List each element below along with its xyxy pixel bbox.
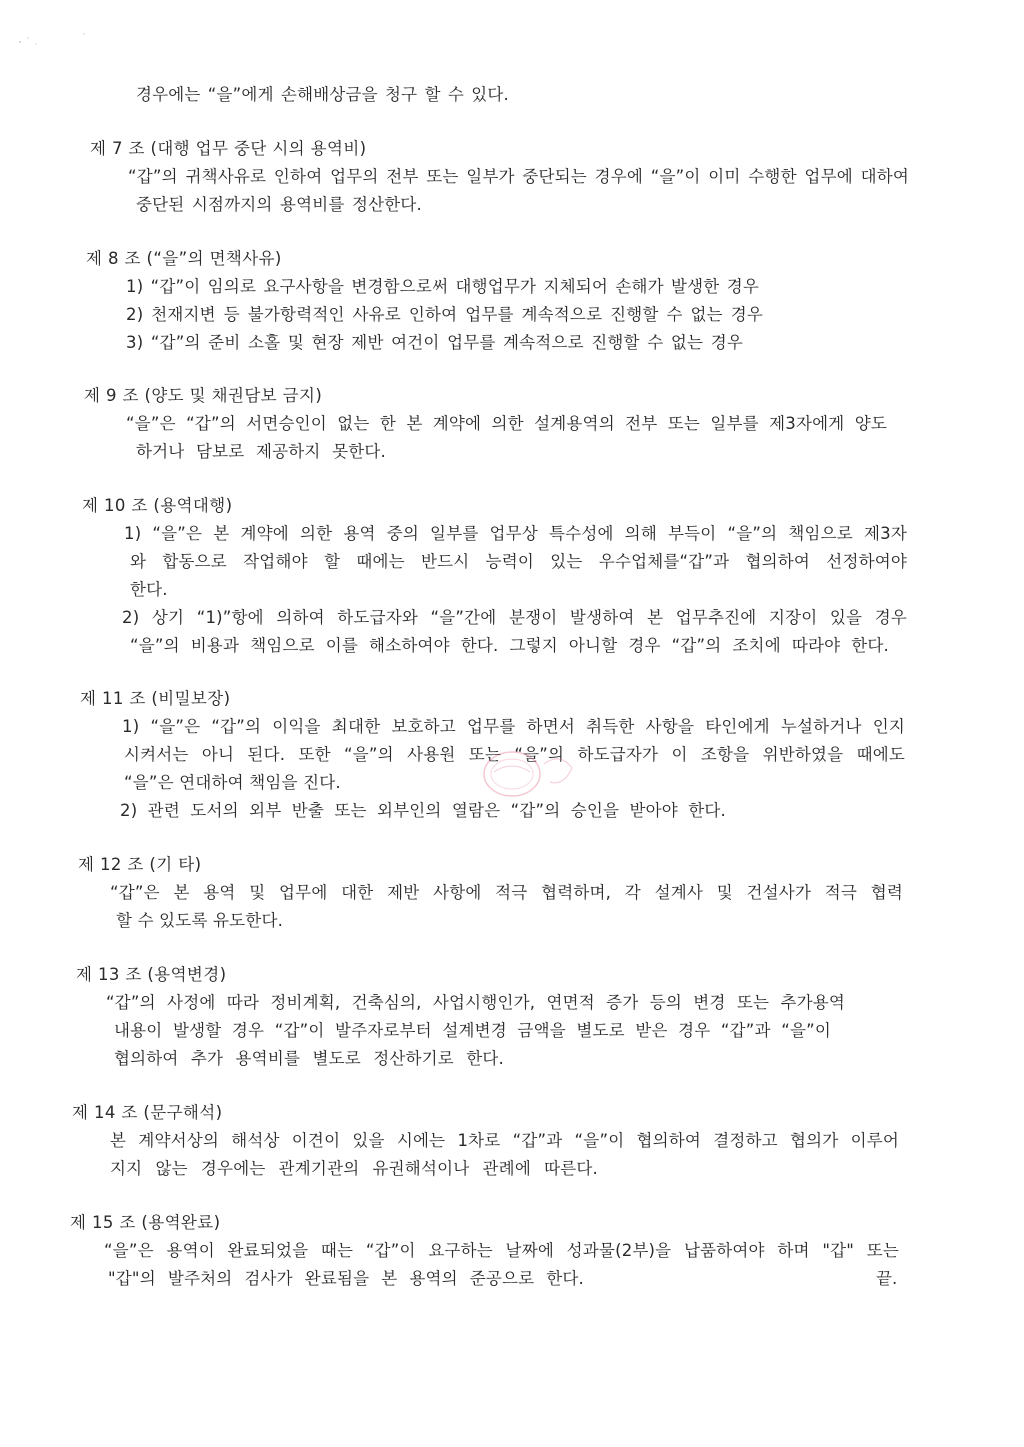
article-15-body-line-2: "갑"의 발주처의 검사가 완료됨을 본 용역의 준공으로 한다. bbox=[108, 1269, 584, 1288]
article-12-body-line-1: “갑”은 본 용역 및 업무에 대한 제반 사항에 적극 협력하며, 각 설계사 및 건설사가 적극 협력 bbox=[110, 883, 903, 902]
end-mark: 끝. bbox=[876, 1269, 898, 1288]
article-13-body-line-2: 내용이 발생할 경우 “갑”이 발주자로부터 설계변경 금액을 별도로 받은 경우 “갑”과 “을”이 bbox=[114, 1021, 831, 1040]
article-10-item-1-line-1: 1) “을”은 본 계약에 의한 용역 중의 일부를 업무상 특수성에 의해 부득이 “을”의 책임으로 제3자 bbox=[124, 524, 907, 543]
article-12-body-line-2: 할 수 있도록 유도한다. bbox=[116, 911, 284, 930]
article-8-item-1: 1) “갑”이 임의로 요구사항을 변경함으로써 대행업무가 지체되어 손해가 발생한 경우 bbox=[126, 277, 759, 296]
article-13-heading: 제 13 조 (용역변경) bbox=[76, 965, 227, 984]
article-11-item-1-line-2: 시켜서는 아니 된다. 또한 “을”의 사용원 또는 “을”의 하도급자가 이 조항을 위반하였을 때에도 bbox=[124, 745, 905, 764]
continuation-line: 경우에는 “을”에게 손해배상금을 청구 할 수 있다. bbox=[136, 85, 509, 104]
article-9-heading: 제 9 조 (양도 및 채권담보 금지) bbox=[84, 386, 323, 405]
article-11-item-1-line-3: “을”은 연대하여 책임을 진다. bbox=[124, 773, 341, 792]
article-9-body-line-2: 하거나 담보로 제공하지 못한다. bbox=[136, 442, 386, 461]
article-15-body-line-1: “을”은 용역이 완료되었을 때는 “갑”이 요구하는 날짜에 성과물(2부)을 납품하여야 하며 "갑" 또는 bbox=[104, 1241, 899, 1260]
article-15-heading: 제 15 조 (용역완료) bbox=[70, 1213, 221, 1232]
article-14-body-line-1: 본 계약서상의 해석상 이견이 있을 시에는 1차로 “갑”과 “을”이 협의하여 결정하고 협의가 이루어 bbox=[110, 1131, 899, 1150]
article-10-item-1-line-3: 한다. bbox=[130, 580, 168, 599]
article-7-body-line-2: 중단된 시점까지의 용역비를 정산한다. bbox=[136, 195, 422, 214]
article-8-item-3: 3) “갑”의 준비 소홀 및 현장 제반 여건이 업무를 계속적으로 진행할 수 없는 경우 bbox=[126, 333, 743, 352]
article-13-body-line-1: “갑”의 사정에 따라 정비계획, 건축심의, 사업시행인가, 연면적 증가 등의 변경 또는 추가용역 bbox=[106, 993, 845, 1012]
article-8-item-2: 2) 천재지변 등 불가항력적인 사유로 인하여 업무를 계속적으로 진행할 수 없는 경우 bbox=[126, 305, 763, 324]
article-10-item-2-line-1: 2) 상기 “1)”항에 의하여 하도급자와 “을”간에 분쟁이 발생하여 본 업무추진에 지장이 있을 경우 bbox=[122, 608, 907, 627]
article-7-body-line-1: “갑”의 귀책사유로 인하여 업무의 전부 또는 일부가 중단되는 경우에 “을”이 이미 수행한 업무에 대하여 bbox=[128, 167, 909, 186]
article-14-body-line-2: 지지 않는 경우에는 관계기관의 유권해석이나 관례에 따른다. bbox=[110, 1159, 598, 1178]
article-13-body-line-3: 협의하여 추가 용역비를 별도로 정산하기로 한다. bbox=[114, 1049, 504, 1068]
scan-specks bbox=[14, 28, 94, 52]
article-12-heading: 제 12 조 (기 타) bbox=[78, 855, 202, 874]
article-7-heading: 제 7 조 (대행 업무 중단 시의 용역비) bbox=[90, 139, 367, 158]
article-11-item-1-line-1: 1) “을”은 “갑”의 이익을 최대한 보호하고 업무를 하면서 취득한 사항을 타인에게 누설하거나 인지 bbox=[122, 717, 905, 736]
article-10-item-1-line-2: 와 합동으로 작업해야 할 때에는 반드시 능력이 있는 우수업체를“갑”과 협의하여 선정하여야 bbox=[130, 552, 907, 571]
article-11-item-2: 2) 관련 도서의 외부 반출 또는 외부인의 열람은 “갑”의 승인을 받아야 한다. bbox=[120, 801, 726, 820]
article-10-heading: 제 10 조 (용역대행) bbox=[82, 496, 233, 515]
article-9-body-line-1: “을”은 “갑”의 서면승인이 없는 한 본 계약에 의한 설계용역의 전부 또는 일부를 제3자에게 양도 bbox=[126, 414, 887, 433]
article-10-item-2-line-2: “을”의 비용과 책임으로 이를 해소하여야 한다. 그렇지 아니할 경우 “갑”의 조치에 따라야 한다. bbox=[130, 636, 889, 655]
article-8-heading: 제 8 조 (“을”의 면책사유) bbox=[86, 249, 282, 268]
article-14-heading: 제 14 조 (문구해석) bbox=[72, 1103, 223, 1122]
article-11-heading: 제 11 조 (비밀보장) bbox=[80, 689, 231, 708]
